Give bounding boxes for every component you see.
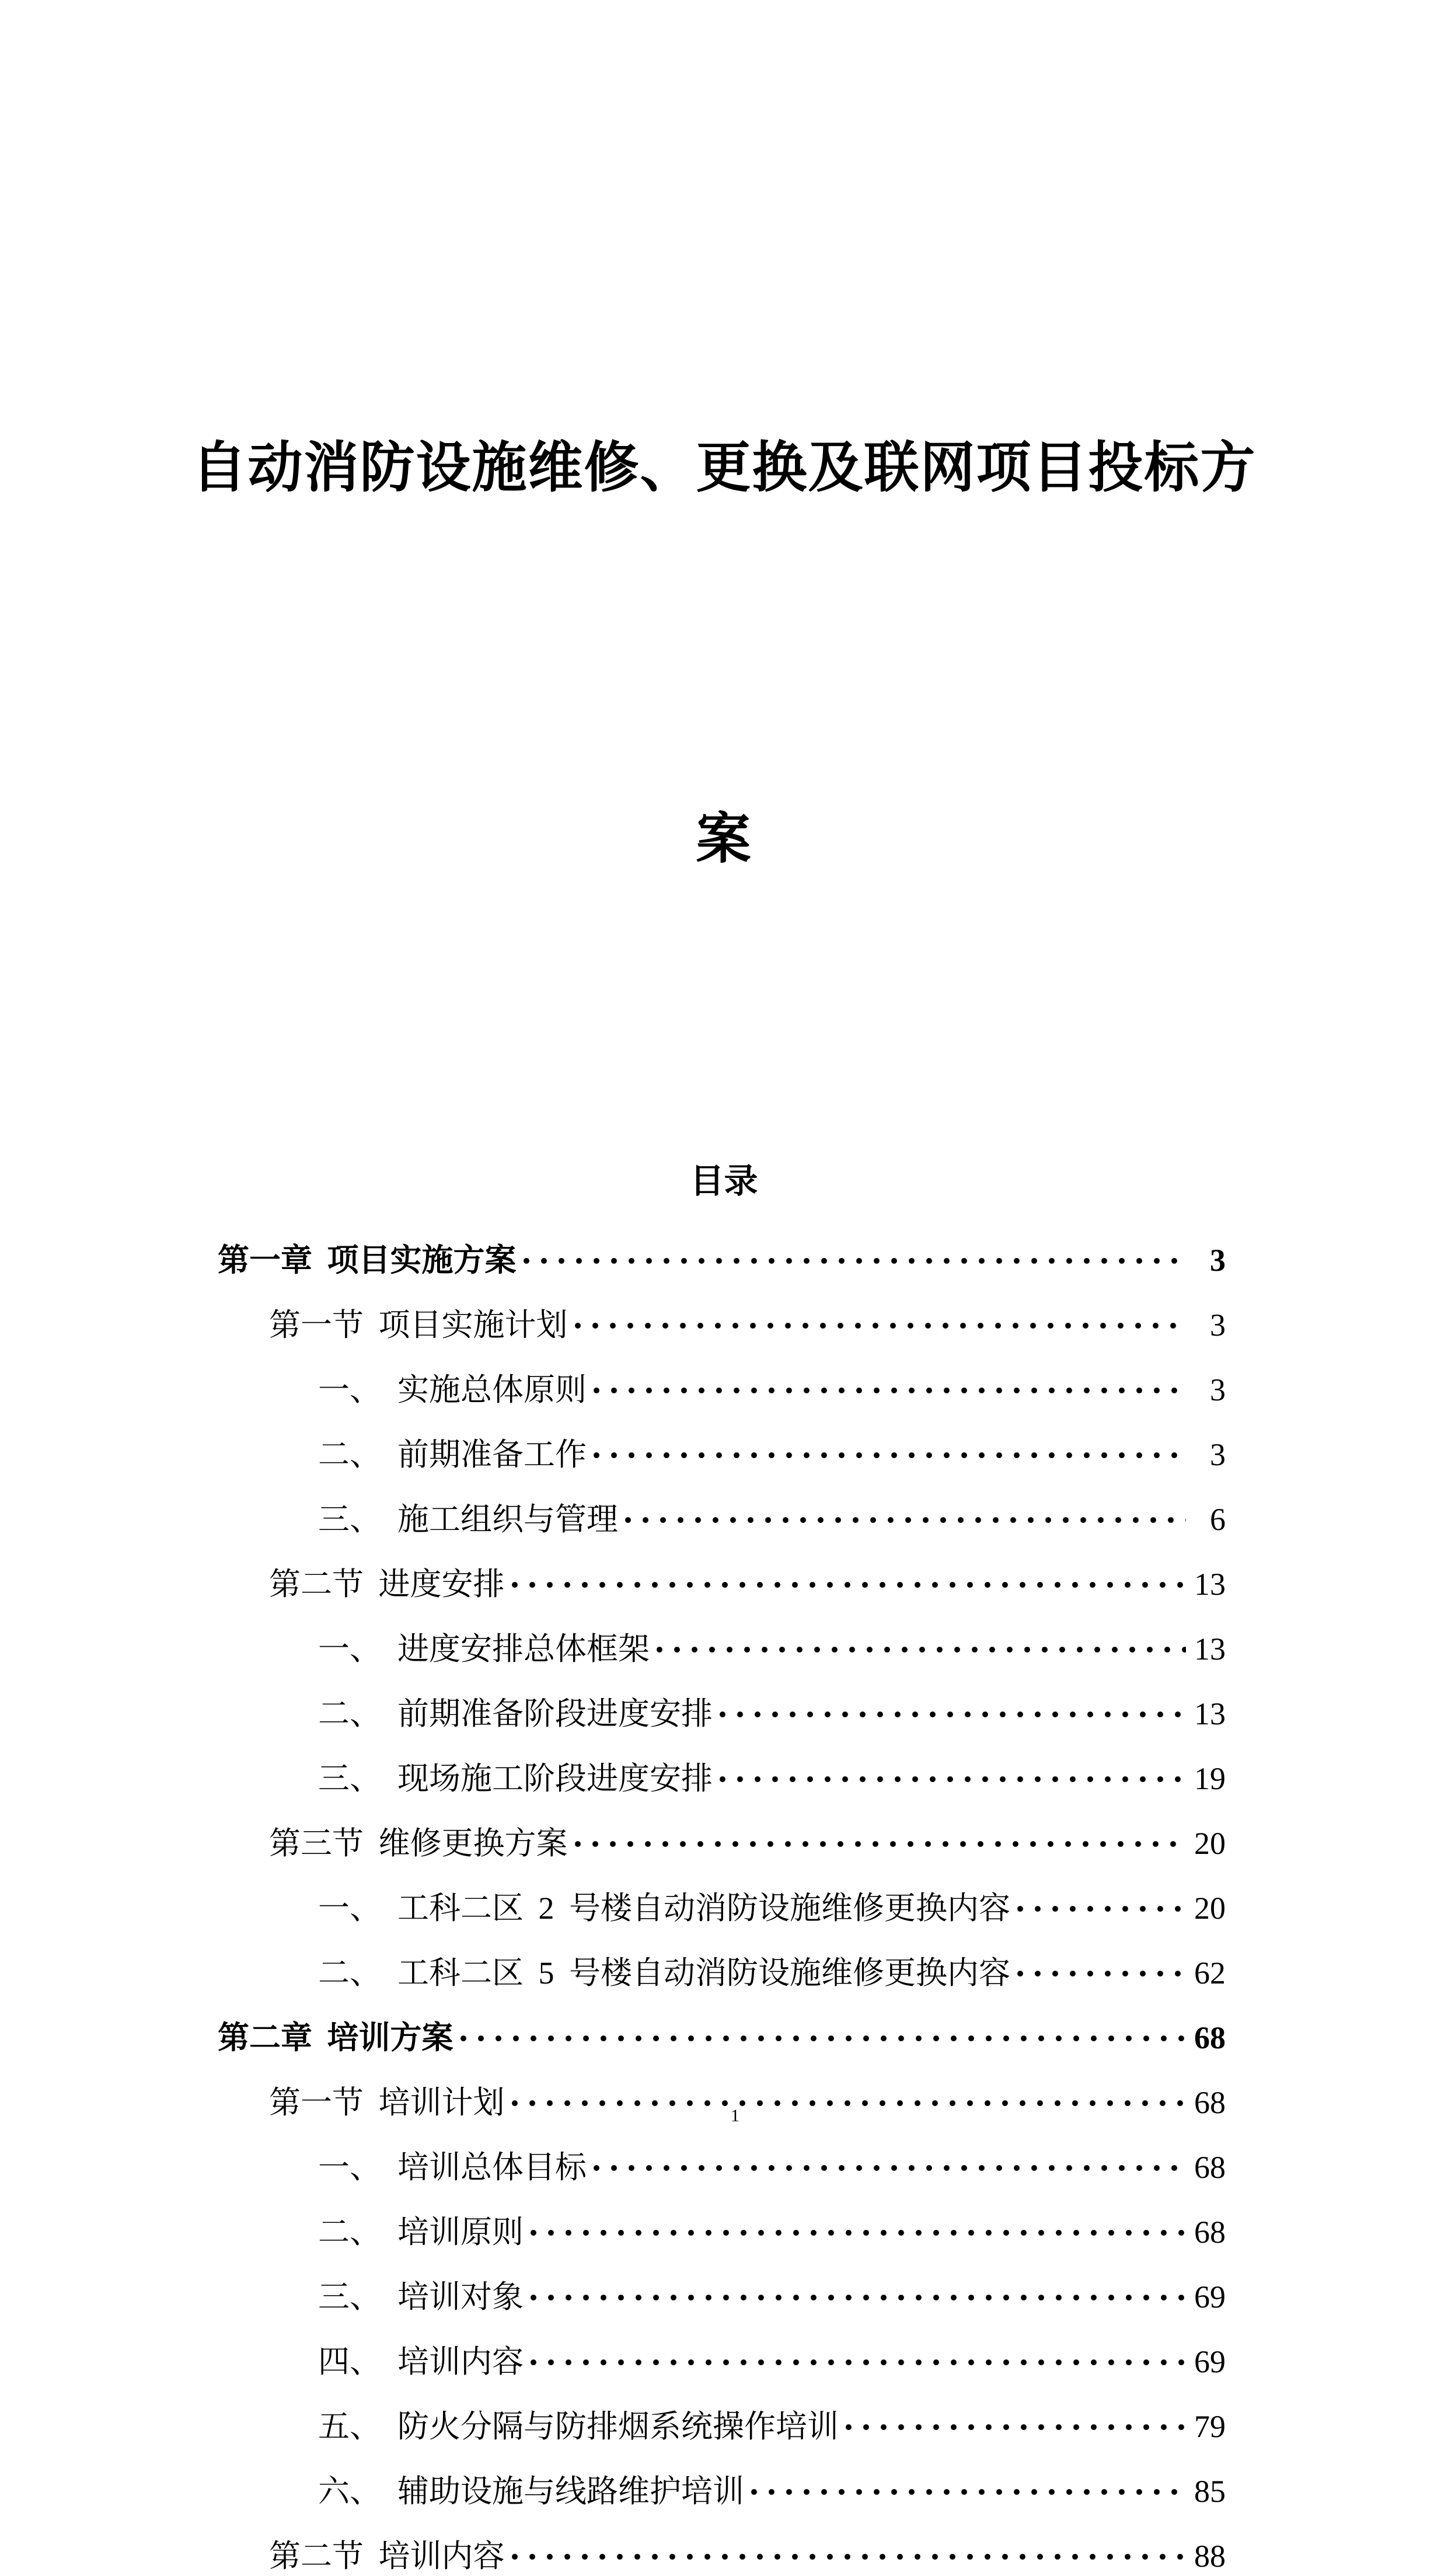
toc-entry-page: 6 — [1210, 1502, 1226, 1537]
toc-entry-page: 13 — [1194, 1696, 1226, 1731]
toc-entry[interactable] — [218, 2272, 1226, 2314]
dot-leader — [751, 2489, 1186, 2495]
toc-entry-label: 第二节 培训内容 — [269, 2539, 505, 2574]
toc-entry-label: 工科二区 2 号楼自动消防设施维修更换内容 — [397, 1891, 1010, 1926]
toc-entry-label: 前期准备工作 — [397, 1437, 587, 1472]
dot-leader — [846, 2424, 1186, 2430]
toc-entry-label: 进度安排总体框架 — [397, 1632, 650, 1667]
dot-leader — [720, 1711, 1186, 1717]
toc-entry[interactable] — [218, 1818, 1226, 1861]
toc-entry-page: 3 — [1210, 1243, 1226, 1278]
toc-entry-number: 一、 — [318, 2150, 381, 2185]
dot-leader — [512, 2554, 1187, 2560]
dot-leader — [531, 2230, 1186, 2236]
toc-entry-label: 工科二区 5 号楼自动消防设施维修更换内容 — [397, 1955, 1010, 1991]
toc-entry-label: 培训内容 — [397, 2344, 524, 2379]
toc-entry-number: 五、 — [318, 2409, 381, 2444]
document-title-line-2: 案 — [696, 809, 752, 870]
dot-leader — [512, 1582, 1187, 1588]
dot-leader — [594, 1452, 1186, 1458]
table-of-contents — [218, 1235, 1226, 2574]
dot-leader — [594, 2165, 1186, 2171]
toc-entry-number: 三、 — [318, 1761, 381, 1796]
toc-entry[interactable] — [218, 2337, 1226, 2379]
toc-entry-page: 20 — [1194, 1826, 1226, 1861]
page-footer — [0, 2106, 1448, 2126]
dot-leader — [625, 1517, 1186, 1523]
dot-leader — [575, 1323, 1187, 1329]
toc-entry[interactable] — [218, 2013, 1226, 2055]
toc-entry-page: 13 — [1194, 1567, 1226, 1602]
dot-leader — [594, 1388, 1186, 1393]
toc-entry-label: 实施总体原则 — [397, 1372, 587, 1407]
toc-entry-label: 施工组织与管理 — [397, 1502, 618, 1537]
toc-entry-label: 第二章 培训方案 — [218, 2020, 453, 2055]
toc-entry-page: 19 — [1194, 1761, 1226, 1796]
toc-entry-label: 培训总体目标 — [397, 2150, 587, 2185]
dot-leader — [1017, 1971, 1186, 1977]
toc-entry-number: 四、 — [318, 2344, 381, 2379]
toc-entry[interactable] — [218, 2142, 1226, 2185]
toc-entry-page: 79 — [1194, 2409, 1226, 2444]
toc-entry-number: 一、 — [318, 1632, 381, 1667]
toc-entry-label: 第一章 项目实施方案 — [218, 1243, 517, 1278]
document-title-line-1: 自动消防设施维修、更换及联网项目投标方 — [191, 438, 1257, 499]
toc-entry-label: 现场施工阶段进度安排 — [397, 1761, 713, 1796]
toc-entry-page: 85 — [1194, 2474, 1226, 2509]
toc-entry-page: 69 — [1194, 2344, 1226, 2379]
dot-leader — [531, 2359, 1186, 2365]
toc-entry-page: 20 — [1194, 1891, 1226, 1926]
toc-entry-page: 69 — [1194, 2279, 1226, 2314]
dot-leader — [460, 2035, 1187, 2041]
footer-page-number: 1 — [731, 2106, 739, 2125]
toc-entry-page: 68 — [1194, 2150, 1226, 2185]
toc-entry-page: 62 — [1194, 1955, 1226, 1991]
toc-entry-page: 3 — [1210, 1372, 1226, 1407]
toc-entry-page: 3 — [1210, 1437, 1226, 1472]
toc-entry-label: 第一节 项目实施计划 — [269, 1308, 568, 1343]
toc-entry[interactable] — [218, 1300, 1226, 1343]
toc-entry[interactable] — [218, 2207, 1226, 2250]
toc-entry-page: 88 — [1194, 2539, 1226, 2574]
toc-entry-page: 68 — [1194, 2020, 1226, 2055]
toc-entry-label: 第二节 进度安排 — [269, 1567, 505, 1602]
toc-entry[interactable] — [218, 1883, 1226, 1926]
toc-entry[interactable] — [218, 1754, 1226, 1796]
toc-entry-number: 三、 — [318, 2279, 381, 2314]
toc-entry-label: 第一节 培训计划 — [269, 2085, 505, 2120]
dot-leader — [720, 1776, 1186, 1782]
toc-entry-number: 一、 — [318, 1891, 381, 1926]
toc-entry[interactable] — [218, 1948, 1226, 1991]
toc-entry-page: 13 — [1194, 1632, 1226, 1667]
toc-entry-label: 培训原则 — [397, 2215, 524, 2250]
toc-entry-page: 68 — [1194, 2085, 1226, 2120]
toc-heading: 目录 — [690, 1162, 758, 1200]
toc-entry-number: 二、 — [318, 1437, 381, 1472]
toc-entry[interactable] — [218, 1430, 1226, 1472]
toc-entry-label: 辅助设施与线路维护培训 — [397, 2474, 744, 2509]
toc-entry-page: 68 — [1194, 2215, 1226, 2250]
toc-entry-number: 二、 — [318, 1696, 381, 1731]
toc-entry[interactable] — [218, 1624, 1226, 1667]
dot-leader — [531, 2295, 1186, 2300]
document-page — [0, 159, 1448, 2574]
dot-leader — [512, 2100, 1187, 2106]
toc-entry[interactable] — [218, 1559, 1226, 1602]
toc-entry-number: 三、 — [318, 1502, 381, 1537]
toc-entry-label: 前期准备阶段进度安排 — [397, 1696, 713, 1731]
toc-entry-page: 3 — [1210, 1308, 1226, 1343]
toc-entry[interactable] — [218, 2531, 1226, 2574]
toc-entry[interactable] — [218, 1494, 1226, 1537]
dot-leader — [657, 1647, 1186, 1653]
toc-entry-number: 六、 — [318, 2474, 381, 2509]
dot-leader — [1017, 1906, 1186, 1912]
toc-entry[interactable] — [218, 2466, 1226, 2509]
toc-entry-label: 培训对象 — [397, 2279, 524, 2314]
toc-entry-label: 第三节 维修更换方案 — [269, 1826, 568, 1861]
toc-entry[interactable] — [218, 2401, 1226, 2444]
toc-entry[interactable] — [218, 1365, 1226, 1407]
toc-entry-number: 二、 — [318, 1955, 381, 1991]
toc-entry[interactable] — [218, 1689, 1226, 1731]
dot-leader — [524, 1258, 1187, 1264]
toc-entry[interactable] — [218, 1235, 1226, 1278]
toc-entry-number: 一、 — [318, 1372, 381, 1407]
toc-entry-label: 防火分隔与防排烟系统操作培训 — [397, 2409, 839, 2444]
dot-leader — [575, 1841, 1187, 1847]
toc-entry-number: 二、 — [318, 2215, 381, 2250]
document-title — [0, 159, 1448, 1149]
